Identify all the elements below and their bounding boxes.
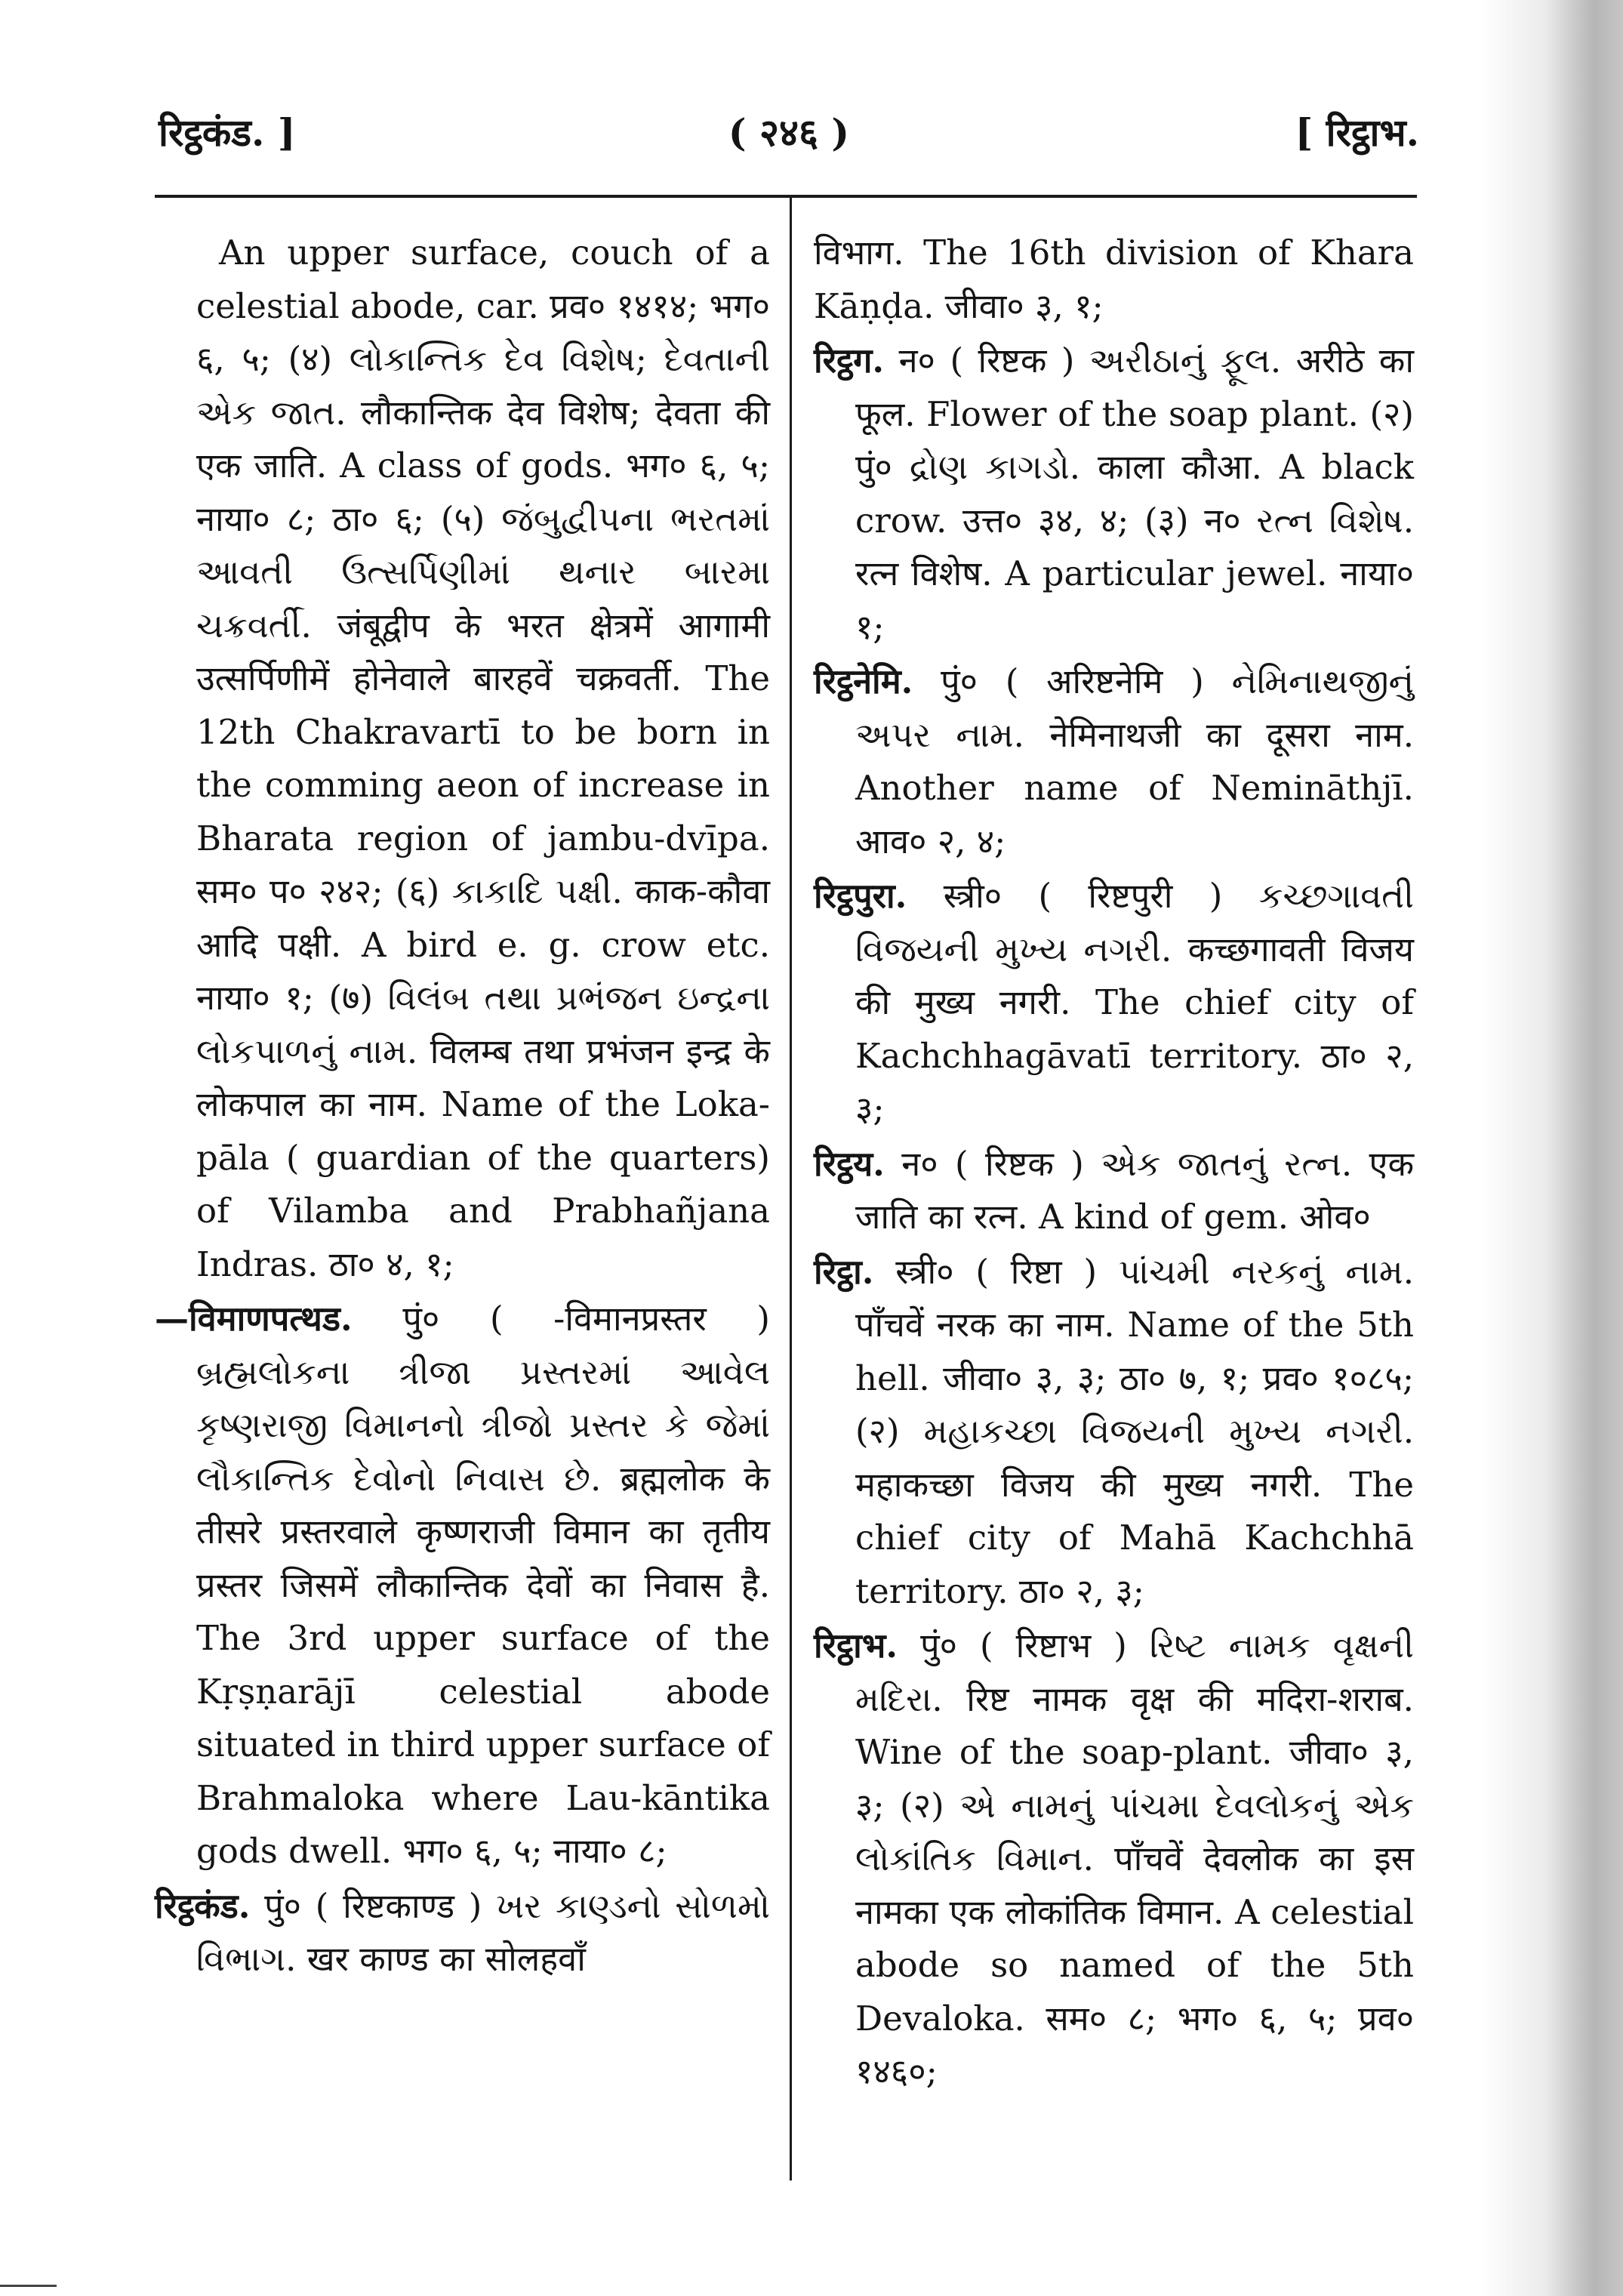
dictionary-entry (814, 1138, 1414, 1244)
dictionary-entry (814, 655, 1414, 868)
entry-body: पुं० ( अरिष्टनेमि ) નેમિનાથજીનું અપર નામ. नेमिनाथजी का दूसरा नाम. Another name of Nemināthjī. आव० २, ४; (855, 661, 1414, 861)
entry-headword: रिट्ठग. (814, 341, 885, 381)
entry-headword: रिट्ठकंड. (155, 1885, 251, 1926)
page-number: ( २४६ ) (728, 110, 850, 155)
entry-body: न० ( रिष्टक ) એક જાતનું રત્ન. एक जाति का रत्न. A kind of gem. ओव० (855, 1143, 1414, 1237)
header-right-headword: [ रिट्ठाभ. (1295, 110, 1419, 155)
entry-body: पुं० ( -विमानप्रस्तर ) બ્રહ્મલોકના ત્રીજા પ્રસ્તરમાં આવેલ કૃષ્ણરાજી વિમાનનો ત્રીજો પ્રસ્તર કે જેમાં લૌકાન્તિક દેવોનો નિવાસ છે. ब्रह्मलोक के तीसरे प्रस्तरवाले कृष्णराजी विमान का तृतीय प्रस्तर जिसमें लौकान्तिक देवों का निवास है. The 3rd upper surface of the Kṛṣṇarājī celestial abode situated in third upper surface of Brahmaloka where Lau-kāntika gods dwell. भग० ६, ५; नाया० ८; (196, 1299, 770, 1871)
entry-headword: रिट्ठपुरा. (814, 876, 907, 916)
entry-body: न० ( रिष्टक ) અરીઠાનું ફૂલ. अरीठे का फूल. Flower of the soap plant. (२) पुं० દ્રોણ કાગડો. काला कौआ. A black crow. उत्त० ३४, ४; (३) न० રત્ન વિશેષ. रत्न विशेष. A particular jewel. नाया० १; (855, 341, 1414, 647)
header-rule (155, 195, 1417, 198)
dictionary-entry (814, 1246, 1414, 1619)
footer-mark (0, 2285, 57, 2287)
entry-body: स्त्री० ( रिष्टपुरी ) કચ્છગાવતી વિજયની મુખ્ય નગરી. कच्छगावती विजय की मुख्य नगरी. The chief city of Kachchhagāvatī territory. ठा० २, ३; (855, 876, 1414, 1129)
dictionary-entry (155, 1293, 770, 1878)
entry-body: पुं० ( रिष्टाभ ) રિષ્ટ નામક વૃક્ષની મદિરા. रिष्ट नामक वृक्ष की मदिरा-शराब. Wine of the soap-plant. जीवा० ३, ३; (२) એ નામનું પાંચમા દેવલોકનું એક લોકાંતિક વિમાન. पाँचवें देवलोक का इस नामका एक लोकांतिक विमान. A celestial abode so named of the 5th Devaloka. सम० ८; भग० ६, ५; प्रव० १४६०; (855, 1626, 1414, 2091)
header-left-headword: रिट्ठकंड. ] (159, 110, 296, 155)
entry-headword: —विमाणपत्थड. (155, 1299, 353, 1339)
dictionary-entry (155, 1880, 770, 1986)
entry-continuation: An upper surface, couch of a celestial abode, car. प्रव० १४१४; भग० ६, ५; (४) લોકાન્તિક દેવ વિશેષ; દેવતાની એક જાત. लौकान्तिक देव विशेष; देवता की एक जाति. A class of gods. भग० ६, ५; नाया० ८; ठा० ६; (५) જંબુદ્વીપના ભરતમાં આવતી ઉત્સર્પિણીમાં થનાર બારમા ચક્રવર્તી. जंबूद्वीप के भरत क्षेत्रमें आगामी उत्सर्पिणीमें होनेवाले बारहवें चक्रवर्ती. The 12th Chakravartī to be born in the comming aeon of increase in Bharata region of jambu-dvīpa. सम० प० २४२; (६) કાકાદિ પક્ષી. काक-कौवा आदि पक्षी. A bird e. g. crow etc. नाया० १; (७) વિલંબ તથા પ્રભંજન ઇન્દ્રના લોકપાળનું નામ. विलम्ब तथा प्रभंजन इन्द्र के लोकपाल का नाम. Name of the Loka-pāla ( guardian of the quarters) of Vilamba and Prabhañjana Indras. ठा० ४, १; (196, 233, 770, 1284)
entry-headword: रिट्ठाभ. (814, 1626, 898, 1666)
dictionary-entry (814, 1620, 1414, 2099)
entry-headword: रिट्ठय. (814, 1143, 885, 1184)
column-divider (790, 198, 792, 2180)
left-column (155, 227, 771, 1986)
entry-continuation: विभाग. The 16th division of Khara Kāṇḍa. जीवा० ३, १; (814, 233, 1414, 326)
dictionary-entry (814, 870, 1414, 1136)
entry-body: स्त्री० ( रिष्टा ) પાંચમી નરકનું નામ. पाँचवें नरक का नाम. Name of the 5th hell. जीवा० ३, ३; ठा० ७, १; प्रव० १०८५; (२) મહાકચ્છા વિજયની મુખ્ય નગરી. महाकच्छा विजय की मुख्य नगरी. The chief city of Mahā Kachchhā territory. ठा० २, ३; (855, 1251, 1414, 1611)
entry-body: पुं० ( रिष्टकाण्ड ) ખર કાણ્ડનો સોળમો વિભાગ. खर काण्ड का सोलहवाँ (196, 1885, 771, 1979)
entry-headword: रिट्ठनेमि. (814, 661, 913, 701)
entry-headword: रिट्ठा. (814, 1251, 874, 1292)
dictionary-entry (814, 334, 1414, 654)
page-header (159, 106, 1419, 166)
right-column (814, 227, 1414, 2099)
page-edge-shadow (1480, 0, 1623, 2296)
